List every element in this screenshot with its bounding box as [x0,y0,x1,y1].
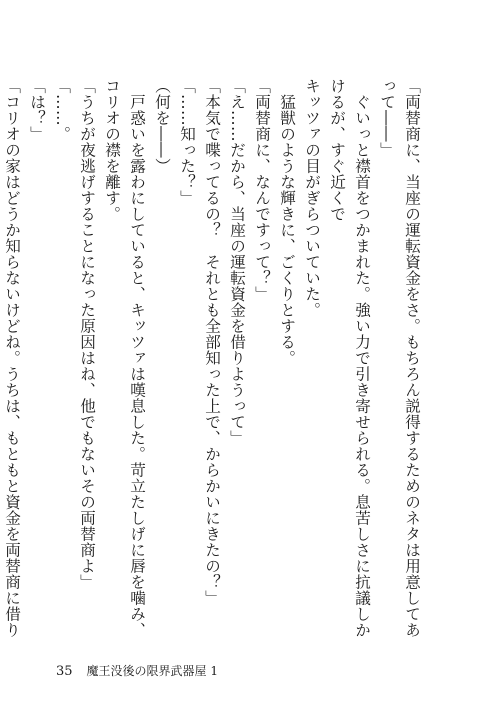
book-title: 魔王没後の限界武器屋 1 [86,664,218,678]
text-line: 「両替商に、なんですって？」 [253,78,271,302]
text-line: 「うちが夜逃げすることになった原因はね、他でもないその両替商よ」 [78,78,96,590]
text-line: 「え……だから、当座の運転資金を借りようって」 [228,78,246,446]
text-line: 猛獣のような輝きに、ごくりとする。 [278,78,296,366]
text-line: 「……知った？」 [178,78,196,206]
text-line: 戸惑いを露わにしていると、キッツァは嘆息した。苛立たしげに唇を噛み、コリオの襟を離す。 [103,78,146,638]
text-line: 「両替商に、当座の運転資金をさ。もちろん説得するためのネタは用意してあって――」 [378,78,421,638]
body-text [3,78,424,648]
text-line: 「……。 [53,78,71,142]
text-line: 「コリオの家はどうか知らないけどね。うちは、もともと資金を両替商に借り [3,78,21,638]
text-line: 「は？」 [28,78,46,142]
text-line: ぐいっと襟首をつかまれた。強い力で引き寄せられる。息苦しさに抗議しかけるが、すぐ近くで [328,78,371,638]
text-line: キッツァの目がぎらついていた。 [303,78,321,318]
text-line: （何を――） [153,78,171,174]
text-line: 「本気で喋ってるの？ それとも全部知った上で、からかいにきたの？」 [203,78,221,606]
page-number: 35 [56,664,73,679]
page-footer [56,662,218,679]
